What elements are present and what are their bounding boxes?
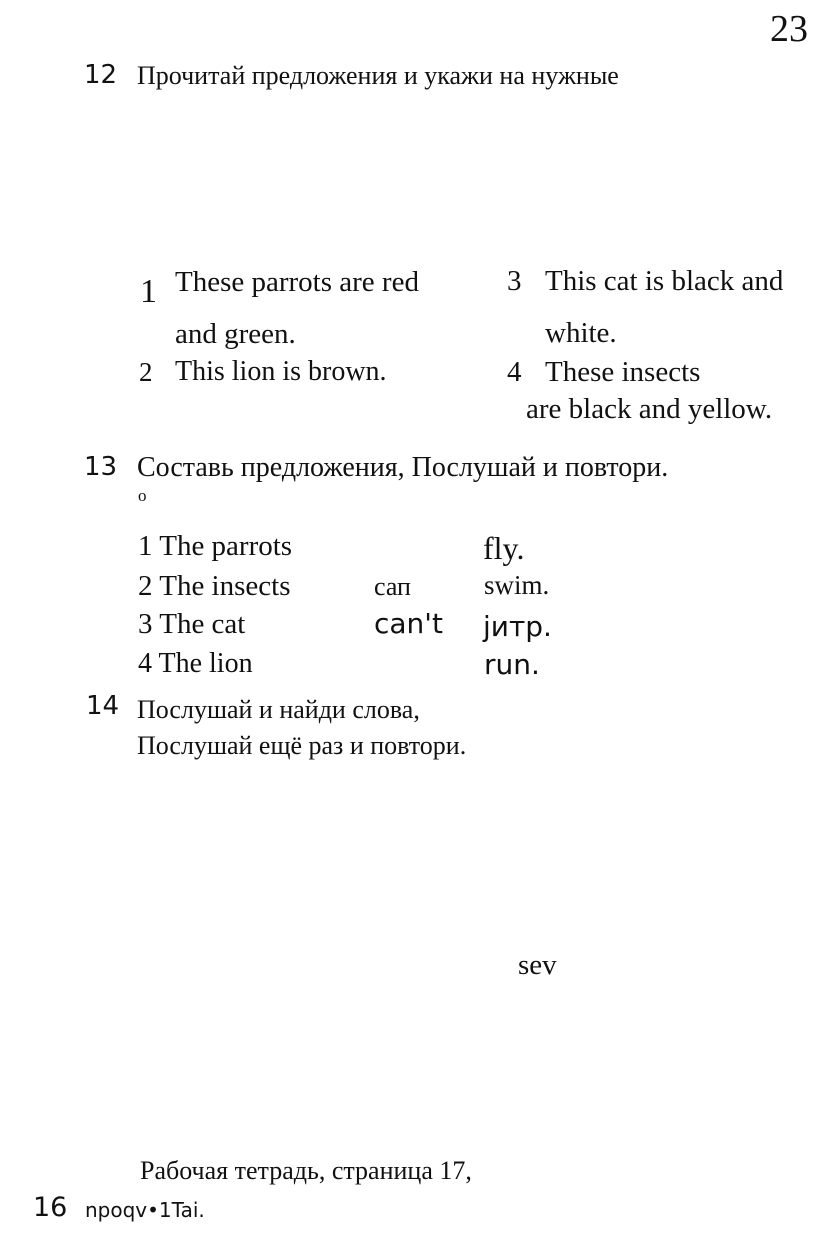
task-12-item-2-number: 2 [139, 357, 153, 387]
task-13-verb-swim: swim. [484, 570, 550, 600]
footer-label: npoqv•1Tai. [85, 1198, 205, 1222]
task-12-item-1-line1: These parrots are red [175, 266, 419, 298]
task-14-line2: Послушай ещё раз и повтори. [137, 731, 467, 760]
task-13-modal-can: сап [374, 572, 411, 601]
task-14-line1: Послушай и найди слова, [137, 695, 420, 724]
task-12-item-3-line1: This cat is black and [545, 265, 784, 297]
task-12-item-1-line2: and green. [175, 318, 296, 350]
task-13-instruction: Составь предложения, Послушай и повтори. [137, 452, 669, 483]
task-12-item-2-line1: This lion is brown. [175, 356, 387, 387]
page-number-top: 23 [770, 8, 808, 50]
task-13-subject-3: 3 The cat [138, 608, 246, 640]
task-13-verb-fly: fly. [483, 530, 525, 566]
task-13-stray-mark: о [138, 486, 147, 505]
task-14-number: 14 [86, 691, 120, 721]
task-13-verb-run: run. [484, 648, 540, 681]
task-12-item-4-line2: are black and yellow. [526, 393, 773, 425]
floating-word: sev [518, 949, 557, 981]
task-13-modal-cant: can't [374, 607, 443, 640]
task-13-subject-2: 2 The insects [138, 570, 291, 602]
task-13-subject-4: 4 The lion [138, 648, 253, 679]
task-12-item-3-line2: white. [545, 317, 617, 349]
task-12-item-1-number: 1 [140, 273, 157, 310]
task-12-item-4-number: 4 [507, 356, 522, 388]
task-12-item-3-number: 3 [507, 265, 522, 297]
task-13-number: 13 [84, 452, 118, 482]
task-13-subject-1: 1 The parrots [138, 530, 293, 562]
workbook-reference: Рабочая тетрадь, страница 17, [140, 1156, 472, 1185]
task-12-number: 12 [84, 60, 118, 90]
task-12-item-4-line1: These insects [545, 356, 701, 388]
footer-page-number: 16 [33, 1192, 68, 1223]
task-12-instruction: Прочитай предложения и укажи на нужные [137, 61, 619, 90]
task-13-verb-jump: jитр. [483, 610, 552, 643]
